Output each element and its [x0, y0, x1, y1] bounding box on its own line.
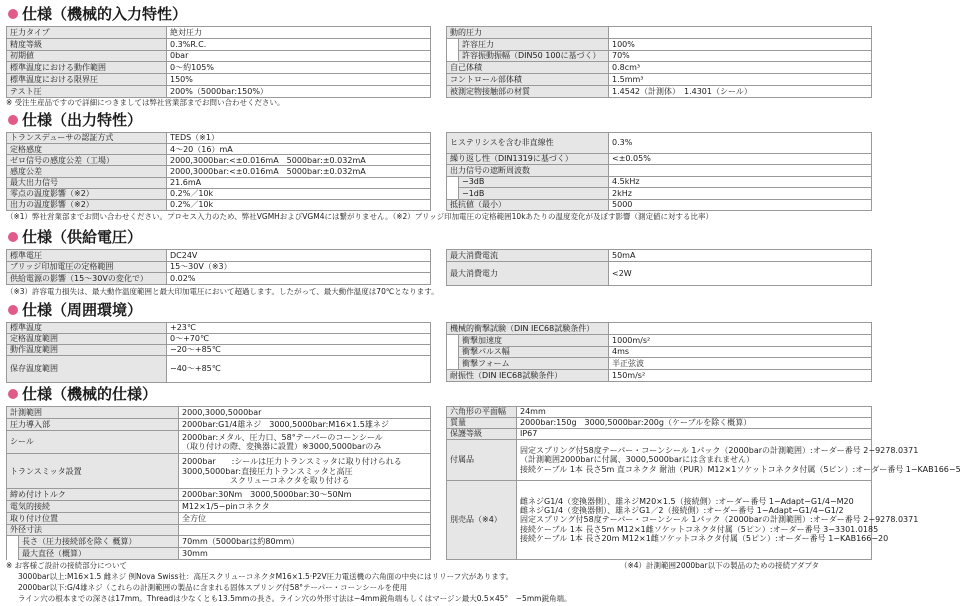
spec-row: [7, 512, 431, 524]
mech-left-table: [6, 406, 431, 560]
spec-value: 2000bar:G1/4雄ネジ 3000,5000bar:M16×1.5雄ネジ: [179, 418, 431, 430]
spec-row: [447, 440, 872, 481]
spec-value: 0.3%: [609, 133, 872, 154]
spec-row: [7, 536, 431, 548]
spec-key: 許容振動振幅（DIN50 100に基づく）: [459, 50, 609, 62]
spec-value: [609, 165, 872, 176]
spec-row: [7, 50, 431, 62]
spec-value: 0.2%／10k: [167, 199, 431, 210]
spec-row: [447, 165, 872, 176]
spec-value: <±0.05%: [609, 153, 872, 164]
output-right-table: [446, 132, 872, 211]
spec-row: [447, 334, 872, 346]
spec-value: 24mm: [517, 407, 872, 418]
indent-spacer: [447, 50, 459, 62]
spec-key: 感度公差: [7, 166, 167, 177]
input-right-table: [446, 26, 872, 98]
spec-row: [7, 38, 431, 50]
spec-value: TEDS（※1）: [167, 133, 431, 144]
bullet-dot-icon: [8, 115, 18, 125]
output-left-table: [6, 132, 431, 211]
spec-row: [447, 27, 872, 39]
spec-row: [7, 430, 431, 454]
spec-key: 自己体積: [447, 62, 609, 74]
footnote-right: （※4）計測範囲2000bar以下の製品のための接続アダプタ: [620, 561, 820, 570]
spec-value: 0.02%: [167, 273, 431, 285]
spec-value: 150m/s²: [609, 370, 872, 382]
footnote: ※ お客様ご設計の接続部分について: [6, 561, 128, 570]
spec-row: [447, 86, 872, 98]
spec-value: 100%: [609, 38, 872, 50]
spec-key: 取り付け位置: [7, 512, 179, 524]
spec-row: [7, 489, 431, 501]
section-title: 仕様（機械的入力特性）: [22, 5, 188, 23]
spec-value: −20～+85℃: [167, 345, 431, 356]
spec-key: ブリッジ印加電圧の定格範囲: [7, 261, 167, 273]
spec-value: 0.8cm³: [609, 62, 872, 74]
spec-row: [7, 166, 431, 177]
section-header-mech: [8, 384, 157, 404]
spec-key: 質量: [447, 418, 517, 429]
spec-row: [7, 62, 431, 74]
spec-row: [447, 418, 872, 429]
spec-value: 2000bar:30Nm 3000,5000bar:30～50Nm: [179, 489, 431, 501]
spec-key: トランスデューサの認証方式: [7, 133, 167, 144]
spec-row: [447, 153, 872, 164]
spec-value: 0～+70℃: [167, 334, 431, 345]
spec-row: [7, 27, 431, 39]
indent-spacer: [7, 548, 19, 560]
spec-row: [7, 144, 431, 155]
spec-key: 圧力導入部: [7, 418, 179, 430]
spec-key: 長さ（圧力接続部を除く 概算）: [19, 536, 179, 548]
spec-value: 0bar: [167, 50, 431, 62]
spec-key: 最大消費電流: [447, 250, 609, 262]
indent-spacer: [447, 358, 459, 370]
spec-key: 抵抗値（最小）: [447, 199, 609, 210]
spec-row: [7, 261, 431, 273]
spec-value: 70mm（5000barは約80mm）: [179, 536, 431, 548]
spec-row: [7, 155, 431, 166]
spec-row: [7, 273, 431, 285]
section-header-env: [8, 300, 142, 320]
indent-spacer: [7, 536, 19, 548]
bullet-dot-icon: [8, 389, 18, 399]
spec-value: 2kHz: [609, 188, 872, 199]
spec-key: 締め付けトルク: [7, 489, 179, 501]
spec-key: 許容圧力: [459, 38, 609, 50]
spec-key: コントロール部体積: [447, 74, 609, 86]
spec-key: 供給電源の影響（15～30Vの変化で）: [7, 273, 167, 285]
section-header-supply: [8, 227, 142, 247]
spec-row: [7, 86, 431, 98]
spec-key: 出力信号の遮断周波数: [447, 165, 609, 176]
spec-value: M12×1/5−pinコネクタ: [179, 501, 431, 513]
spec-row: [7, 524, 431, 536]
spec-value: 2000bar :シールは圧力トランスミッタに取り付けられる 3000,5000bar:直接圧力トランスミッタと高圧 スクリューコネクタを取り付ける: [179, 454, 431, 489]
spec-key: 標準温度における限界圧: [7, 74, 167, 86]
footnote: 3000bar以上:M16×1.5 雌ネジ 例Nova Swiss社：高圧スクリューコネクタM16×1.5·P2V圧力電送機の六角面の中央にはリリーフ穴があります。: [18, 572, 514, 581]
spec-key: 保存温度範囲: [7, 356, 167, 383]
spec-key: 衝撃加速度: [459, 334, 609, 346]
spec-row: [7, 250, 431, 262]
spec-row: [447, 74, 872, 86]
spec-value: 50mA: [609, 250, 872, 262]
spec-value: 30mm: [179, 548, 431, 560]
spec-key: 零点の温度影響（※2）: [7, 188, 167, 199]
indent-spacer: [447, 346, 459, 358]
mech-right-table: [446, 406, 961, 560]
spec-key: 被測定物接触部の材質: [447, 86, 609, 98]
bullet-dot-icon: [8, 305, 18, 315]
spec-value: 4.5kHz: [609, 176, 872, 187]
spec-key: 精度等級: [7, 38, 167, 50]
spec-key: 付属品: [447, 440, 517, 481]
spec-key: 最大直径（概算）: [19, 548, 179, 560]
bullet-dot-icon: [8, 9, 18, 19]
spec-key: 繰り返し性（DIN1319に基づく）: [447, 153, 609, 164]
spec-row: [447, 38, 872, 50]
spec-value: [609, 27, 872, 39]
spec-row: [7, 177, 431, 188]
spec-key: 標準温度: [7, 323, 167, 334]
spec-key: 標準電圧: [7, 250, 167, 262]
indent-spacer: [447, 176, 459, 187]
section-title: 仕様（供給電圧）: [22, 228, 143, 246]
spec-value: 0～約105%: [167, 62, 431, 74]
spec-value: 150%: [167, 74, 431, 86]
spec-row: [7, 74, 431, 86]
spec-row: [447, 250, 872, 262]
spec-row: [7, 418, 431, 430]
spec-key: 外径寸法: [7, 524, 179, 536]
env-right-table: [446, 322, 872, 382]
spec-row: [447, 199, 872, 210]
spec-row: [447, 358, 872, 370]
section-header-input: [8, 4, 187, 24]
section-title: 仕様（出力特性）: [22, 111, 143, 129]
spec-row: [7, 356, 431, 383]
supply-left-table: [6, 249, 431, 285]
spec-key: 別売品（※4）: [447, 481, 517, 560]
spec-value: 1.5mm³: [609, 74, 872, 86]
spec-value: 1.4542（計測体） 1.4301（シール）: [609, 86, 872, 98]
spec-value: 5000: [609, 199, 872, 210]
spec-value: 2000,3000,5000bar: [179, 407, 431, 419]
spec-key: トランスミッタ設置: [7, 454, 179, 489]
supply-right-table: [446, 249, 872, 286]
spec-row: [447, 346, 872, 358]
spec-key: 最大消費電力: [447, 262, 609, 286]
spec-row: [7, 501, 431, 513]
spec-row: [447, 323, 872, 335]
spec-key: シール: [7, 430, 179, 454]
bullet-dot-icon: [8, 232, 18, 242]
spec-value: 雌ネジG1/4（変換器側）、雄ネジM20×1.5（接続側）:オーダー番号 1−Adapt−G1/4−M20 雌ネジG1/4（変換器側）、雄ネジG1／2（接続側）:オーダー番号 1−Adapt−G1/4−G1/2 固定スプリング付58度テーパー・コーンシール 1パック（2000barの計測範囲）:オーダー番号 2−9278.0371 接続ケーブル 1本 長さ5m M12×1雌ソケットコネクタ付属（5ピン）:オーダー番号 3−3301.0185 接続ケーブル 1本 長さ20m M12×1雌ソケットコネクタ付属（5ピン）:オーダー番号 1−KAB166−20: [517, 481, 872, 560]
indent-spacer: [447, 188, 459, 199]
spec-value: 2000bar:メタル、圧力口、58°テーパーのコーンシール （取り付けの際、変換器に設置）※3000,5000barのみ: [179, 430, 431, 454]
spec-row: [447, 50, 872, 62]
spec-value: [179, 524, 431, 536]
spec-key: 動作温度範囲: [7, 345, 167, 356]
spec-key: 定格温度範囲: [7, 334, 167, 345]
spec-value: 0.2%／10k: [167, 188, 431, 199]
spec-row: [7, 199, 431, 210]
spec-key: −3dB: [459, 176, 609, 187]
spec-row: [7, 345, 431, 356]
spec-row: [7, 407, 431, 419]
spec-key: 計測範囲: [7, 407, 179, 419]
spec-value: 70%: [609, 50, 872, 62]
spec-value: 15～30V（※3）: [167, 261, 431, 273]
spec-value: 絶対圧力: [167, 27, 431, 39]
spec-value: 固定スプリング付58度テーパー・コーンシール 1パック（2000barの計測範囲）:オーダー番号 2−9278.0371 （計測範囲2000barに付属、3000,5000barには含まれません） 接続ケーブル 1本 長さ5m 直コネクタ 耐油（PUR）M12×1ソケットコネクタ付属（5ピン）:オーダー番号 1−KAB166−5: [517, 440, 872, 481]
input-left-table: [6, 26, 431, 98]
spec-key: −1dB: [459, 188, 609, 199]
section-title: 仕様（周囲環境）: [22, 301, 143, 319]
spec-row: [447, 62, 872, 74]
spec-value: 21.6mA: [167, 177, 431, 188]
spec-key: 標準温度における動作範囲: [7, 62, 167, 74]
spec-key: 機械的衝撃試験（DIN IEC68試験条件）: [447, 323, 609, 335]
spec-value: 2000bar:150g 3000,5000bar:200g（ケーブルを除く概算）: [517, 418, 872, 429]
spec-key: 出力の温度影響（※2）: [7, 199, 167, 210]
footnote: 2000bar以下:G/4雄ネジ（これらの計測範囲の製品に含まれる固体スプリング付58°テーパー・コーンシールを使用: [18, 583, 408, 592]
spec-row: [7, 334, 431, 345]
spec-value: 半正弦波: [609, 358, 872, 370]
spec-value: 2000,3000bar:<±0.016mA 5000bar:±0.032mA: [167, 155, 431, 166]
section-title: 仕様（機械的仕様）: [22, 385, 158, 403]
spec-key: 衝撃パルス幅: [459, 346, 609, 358]
spec-key: ゼロ信号の感度公差（工場）: [7, 155, 167, 166]
spec-row: [7, 323, 431, 334]
section-header-output: [8, 110, 142, 130]
spec-key: テスト圧: [7, 86, 167, 98]
spec-value: DC24V: [167, 250, 431, 262]
spec-row: [447, 262, 872, 286]
spec-value: +23℃: [167, 323, 431, 334]
spec-value: 全方位: [179, 512, 431, 524]
spec-value: −40～+85℃: [167, 356, 431, 383]
spec-key: ヒステリシスを含む非直線性: [447, 133, 609, 154]
spec-key: 電気的接続: [7, 501, 179, 513]
spec-row: [447, 133, 872, 154]
spec-key: 保護等級: [447, 429, 517, 440]
spec-value: [609, 323, 872, 335]
indent-spacer: [447, 334, 459, 346]
spec-row: [7, 548, 431, 560]
footnote: （※1）弊社営業部までお問い合わせください。プロセス入力のため、弊社VGMHおよびVGM4には繋がりません。（※2）ブリッジ印加電圧の定格範囲10kあたりの温度変化が及ぼす影響（測定値に対する比率）: [6, 212, 714, 221]
indent-spacer: [447, 38, 459, 50]
spec-key: 定格感度: [7, 144, 167, 155]
spec-value: <2W: [609, 262, 872, 286]
spec-row: [447, 407, 872, 418]
spec-key: 衝撃フォーム: [459, 358, 609, 370]
spec-row: [447, 429, 872, 440]
spec-value: 0.3%R.C.: [167, 38, 431, 50]
spec-value: 1000m/s²: [609, 334, 872, 346]
spec-key: 六角形の平面幅: [447, 407, 517, 418]
footnote: ライン穴の根本までの深さは17mm。Threadは少なくとも13.5mmの長さ。ライン穴の外形寸法は−4mm鋭角端もしくはマージン最大0.5×45° −5mm鋭角端。: [18, 594, 572, 603]
spec-value: 200%（5000bar:150%）: [167, 86, 431, 98]
spec-row: [7, 454, 431, 489]
spec-value: 2000,3000bar:<±0.016mA 5000bar:±0.032mA: [167, 166, 431, 177]
spec-row: [7, 188, 431, 199]
spec-row: [7, 133, 431, 144]
spec-row: [447, 176, 872, 187]
spec-key: 初期値: [7, 50, 167, 62]
spec-value: 4～20（16）mA: [167, 144, 431, 155]
footnote: （※3）許容電力損失は、最大動作温度範囲と最大印加電圧において超過します。したがって、最大動作温度は70℃となります。: [6, 287, 439, 296]
footnote: ※ 受注生産品ですので詳細につきましては弊社営業部までお問い合わせください。: [6, 98, 285, 107]
spec-value: IP67: [517, 429, 872, 440]
spec-row: [447, 370, 872, 382]
spec-key: 耐振性（DIN IEC68試験条件）: [447, 370, 609, 382]
spec-key: 最大出力信号: [7, 177, 167, 188]
spec-key: 圧力タイプ: [7, 27, 167, 39]
spec-value: 4ms: [609, 346, 872, 358]
env-left-table: [6, 322, 431, 383]
spec-row: [447, 188, 872, 199]
spec-row: [447, 481, 872, 560]
spec-key: 動的圧力: [447, 27, 609, 39]
